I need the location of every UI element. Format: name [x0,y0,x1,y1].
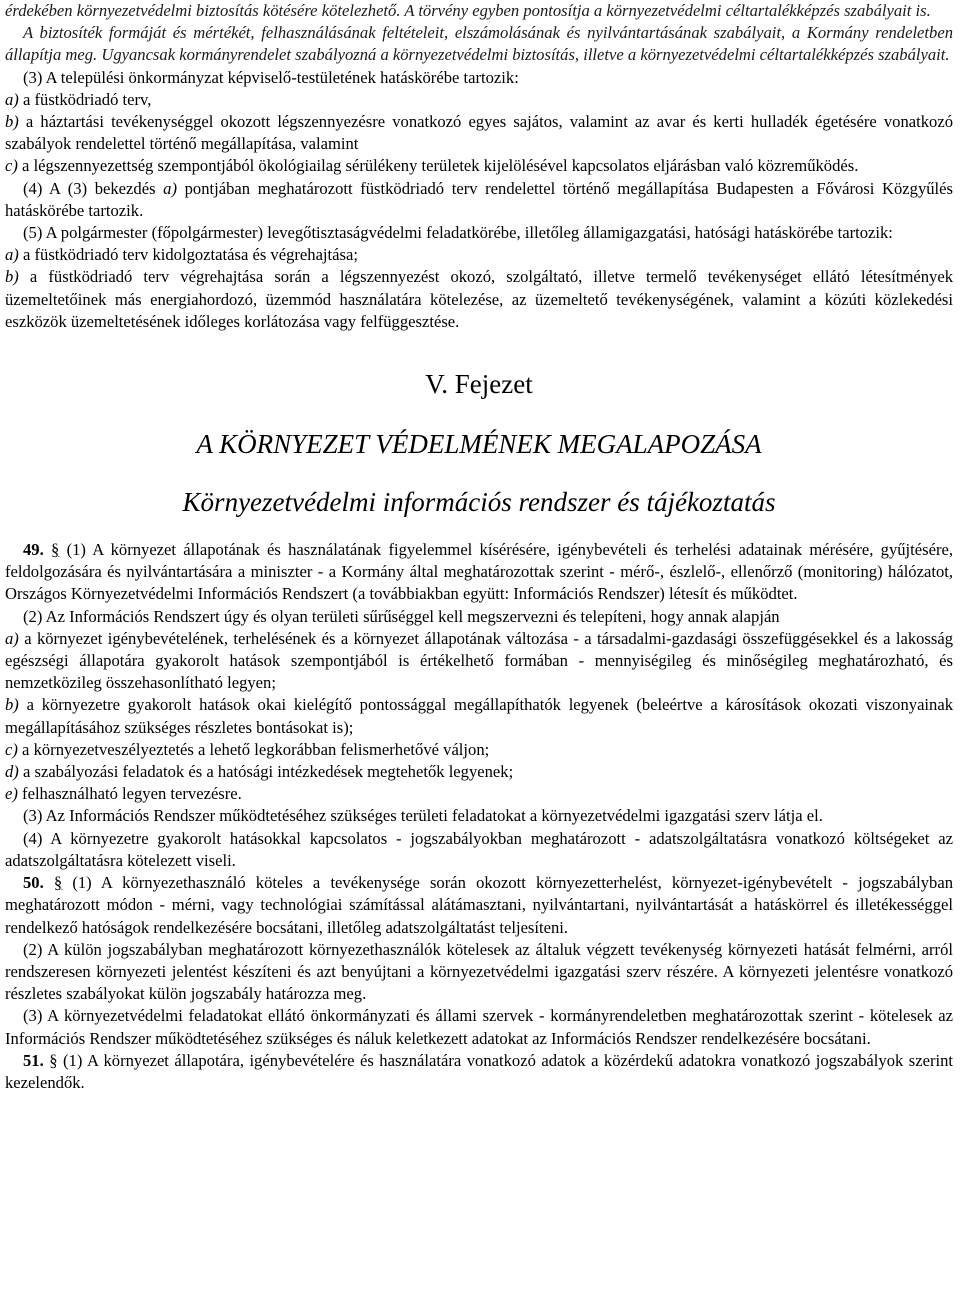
point-b: b) a környezetre gyakorolt hatások okai kielégítő pontossággal megállapíthatók legyenek (beleértve a károsítások okozati viszonyainak megállapításához szükséges részletes bontásokat is); [5,695,953,737]
section-49-paragraph-2: (2) Az Információs Rendszert úgy és olyan területi sűrűséggel kell megszervezni és telepíteni, hogy annak alapján [23,606,780,626]
point-a: a) a környezet igénybevételének, terhelésének és a környezet állapotának változása - a társadalmi-gazdasági összefüggésekkel és a lakosság egészségi állapotára gyakorolt hatások szempontjából is értékelhető formában - mennyiségileg és minőségileg meghatározható, és nemzetközileg összehasonlítható legyen; [5,628,953,693]
section-sign: § [51,540,60,560]
point-c: c) a légszennyezettség szempontjából ökológiailag sérülékeny területek kijelölésével kapcsolatos eljárásban való közreműködés. [5,156,859,176]
section-50-paragraph-2: (2) A külön jogszabályban meghatározott környezethasználók kötelesek az általuk végzett tevékenység környezeti hatását felmérni, arról rendszeresen környezeti jelentést készíteni és azt benyújtani a környezetvédelmi igazgatási szerv részére. A környezeti jelentésre vonatkozó részletes szabályokat külön jogszabály határozza meg. [5,939,953,1004]
section-49-paragraph-3: (3) Az Információs Rendszer működtetéséhez szükséges területi feladatokat a környezetvédelmi igazgatási szerv látja el. [23,806,823,826]
chapter-number: V. Fejezet [425,369,533,400]
section-number: 49. [23,540,44,560]
paragraph-5-lead: (5) A polgármester (főpolgármester) levegőtisztaságvédelmi feladatkörébe, illetőleg államigazgatási, hatósági hatáskörébe tartozik: [23,223,893,243]
point-a: a) a füstködriadó terv, [5,89,152,109]
section-50-paragraph-3: (3) A környezetvédelmi feladatokat ellátó önkormányzati és állami szervek - kormányrendeletben meghatározottak szerint - kötelesek az Információs Rendszer működtetéséhez szükséges és náluk keletkezett adatokat az Információs Rendszer rendelkezésére bocsátani. [5,1006,953,1048]
annotation-paragraph: érdekében környezetvédelmi biztosítás kötésére kötelezhető. A törvény egyben pontosítja a környezetvédelmi céltartalékképzés szabályait is. [5,1,931,20]
section-sign: § [49,1050,58,1070]
section-50-paragraph-1: 50. § (1) A környezethasználó köteles a tevékenysége során okozott környezetterhelést, környezet-igénybevételt - jogszabályban meghatározott módon - mérni, vagy technológiai számítással alátámasztani, nyilvántartani, nyilvántartását a hatáskörrel és illetékességgel rendelkező hatóságok rendelkezésére bocsátani, illetőleg adatszolgáltatást teljesíteni. [5,873,953,937]
paragraph-3-lead: (3) A települési önkormányzat képviselő-testületének hatáskörébe tartozik: [23,67,519,87]
section-number: 50. [23,873,44,893]
section-49-paragraph-4: (4) A környezetre gyakorolt hatásokkal kapcsolatos - jogszabályokban meghatározott - adatszolgáltatásra vonatkozó költségeket az adatszolgáltatásra kötelezett viseli. [5,828,953,870]
point-b: b) a háztartási tevékenységgel okozott légszennyezésre vonatkozó egyes sajátos, valamint az avar és kerti hulladék égetésére vonatkozó szabályok rendelettel történő megállapítása, valamint [5,112,953,154]
point-c: c) a környezetveszélyeztetés a lehető legkorábban felismerhetővé váljon; [5,739,490,759]
chapter-subtitle: Környezetvédelmi információs rendszer és tájékoztatás [182,487,776,518]
section-51-paragraph-1: 51. § (1) A környezet állapotára, igénybevételére és használatára vonatkozó adatok a közérdekű adatokra vonatkozó jogszabályok szerint kezelendők. [5,1050,954,1092]
point-a: a) a füstködriadó terv kidolgoztatása és végrehajtása; [5,245,358,265]
section-49-paragraph-1: 49. § (1) A környezet állapotának és használatának figyelemmel kísérésére, igénybevételi és terhelési adatainak mérésére, gyűjtésére, feldolgozására és nyilvántartására a miniszter - a Kormány által meghatározottak szerint - mérő-, észlelő-, ellenőrző (monitoring) hálózatot, Országos Környezetvédelmi Információs Rendszert (a továbbiakban együtt: Információs Rendszer) létesít és működtet. [5,540,953,604]
chapter-title: A KÖRNYEZET VÉDELMÉNEK MEGALAPOZÁSA [196,429,762,460]
section-number: 51. [23,1050,44,1070]
section-sign: § [53,873,63,893]
point-e: e) felhasználható legyen tervezésre. [5,784,242,804]
paragraph-4: (4) A (3) bekezdés a) pontjában meghatározott füstködriadó terv rendelettel történő megállapítása Budapesten a Fővárosi Közgyűlés hatáskörébe tartozik. [5,178,953,220]
point-b: b) a füstködriadó terv végrehajtása során a légszennyezést okozó, szolgáltató, illetve termelő tevékenységet ellátó létesítmények üzemeltetőinek más energiahordozó, üzemmód használatára kötelezése, az üzemeltető tevékenységének, valamint a közúti közlekedési eszközök üzemeltetésének időleges korlátozása vagy felfüggesztése. [5,267,953,331]
point-d: d) a szabályozási feladatok és a hatósági intézkedések megtehetők legyenek; [5,762,514,782]
annotation-paragraph: A biztosíték formáját és mértékét, felhasználásának feltételeit, elszámolásának és nyilvántartásának szabályait, a Kormány rendeletben állapítja meg. Ugyancsak kormányrendelet szabályozná a környezetvédelmi biztosítás, illetve a környezetvédelmi céltartalékképzés szabályait. [5,23,953,65]
